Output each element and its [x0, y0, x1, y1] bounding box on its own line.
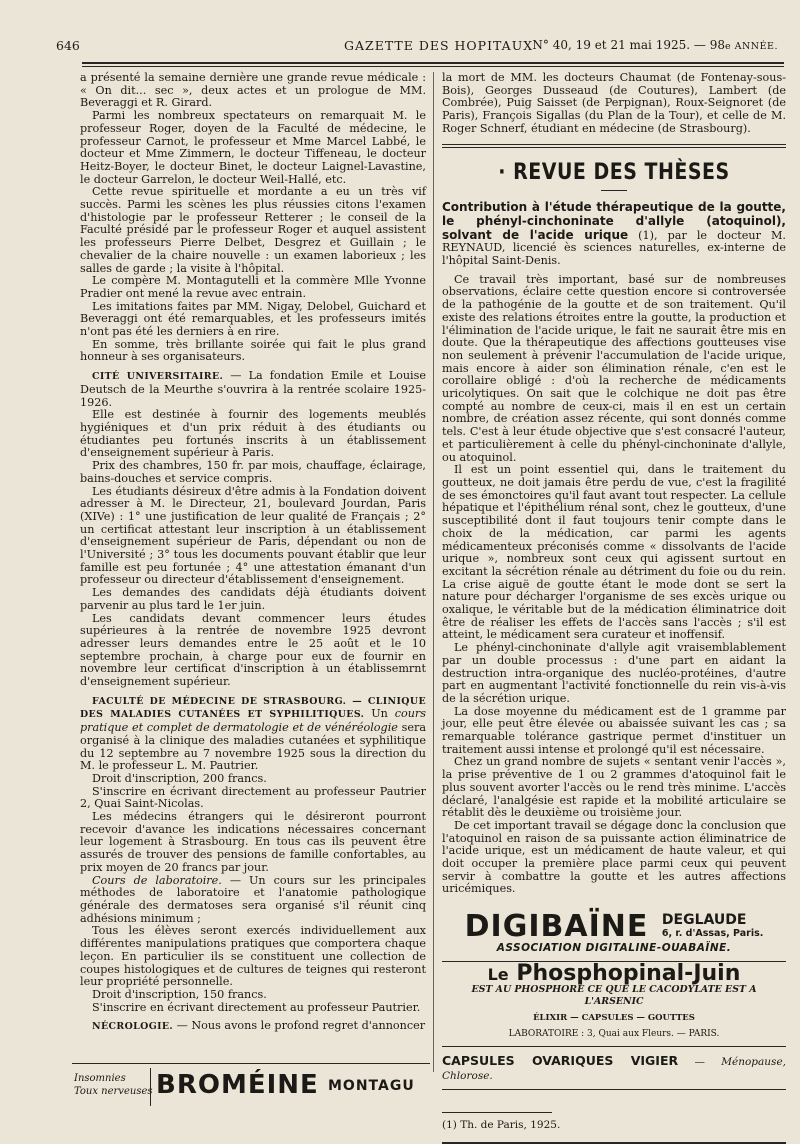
ad-divider — [150, 1068, 151, 1106]
digibaine-maker: DEGLAUDE 6, r. d'Assas, Paris. — [661, 912, 764, 940]
section-heading: FACULTÉ DE MÉDECINE DE STRASBOURG. — CLINIQUE DES MALADIES CUTANÉES ET SYPHILITIQUES. — [80, 695, 426, 721]
cours-paragraph: Cours de laboratoire. — Un cours sur les principales méthodes de laboratoire et l'anatomie pathologique générale des dermatoses sera organisé s'il réunit cinq adhésions minimum ; — [80, 873, 426, 925]
bottom-rule — [442, 1142, 786, 1144]
paragraph: Le phényl-cinchoninate d'allyle agit vraisemblablement par un double processus : d'une part en aidant la destruction intra-organique des nucléo-protéines, d'autre part en augmentant l'activité fonctionnelle du rein vis-à-vis de la sécrétion urique. — [442, 641, 786, 705]
title-rule — [601, 190, 627, 191]
bromeine-ad — [72, 1063, 430, 1106]
faculte-paragraph: FACULTÉ DE MÉDECINE DE STRASBOURG. — CLINIQUE DES MALADIES CUTANÉES ET SYPHILITIQUES. Un cours pratique et complet de dermatologie et de vénéréologie sera organisé à la clinique des maladies cutanées et syphilitique du 12 septembre au 7 novembre 1925 sous la direction du M. le professeur L. M. Pautrier. — [80, 695, 427, 773]
paragraph: Cette revue spirituelle et mordante a eu un très vif succès. Parmi les scènes les plus réussies citons l'examen d'histologie par le professeur Retterer ; le conseil de la Faculté présidé par le professeur Roger et auquel assistent les professeurs Pierre Delbet, Desgrez et Guillain ; le chevalier de la chaire nouvelle : un examen laborieux ; les salles de garde ; la visite à l'hôpital. — [80, 185, 426, 275]
footnote: (1) Th. de Paris, 1925. — [442, 1118, 561, 1131]
phosphopinal-brand: Le Phosphopinal-Juin — [487, 960, 741, 986]
page-header — [56, 36, 778, 56]
paragraph: Les imitations faites par MM. Nigay, Delobel, Guichard et Beveraggi ont été remarquables, et les professeurs imités n'ont pas été les derniers à en rire. — [80, 299, 426, 339]
page-number: 646 — [56, 38, 80, 53]
header-rule — [82, 62, 784, 64]
header-rule-thin — [82, 66, 784, 67]
paragraph: Les demandes des candidats déjà étudiants doivent parvenir au plus tard le 1er juin. — [80, 586, 426, 612]
ad-rule — [442, 1089, 786, 1090]
ad-rule — [442, 1046, 786, 1047]
revue-des-theses-title: · REVUE DES THÈSES — [498, 158, 730, 185]
paragraph: Les candidats devant commencer leurs études supérieures à la rentrée de novembre 1925 devront adresser leurs demandes entre le 25 août et le 10 septembre prochain, à charge pour eux de fournir en novembre leur certificat d'inscription à un établissemrnt d'enseignement supérieur. — [80, 611, 426, 689]
thesis-citation: Contribution à l'étude thérapeutique de la goutte, le phényl-cinchoninate d'allyle (atoquinol), solvant de l'acide urique (1), par le docteur M. REYNAUD, licencié ès sciences naturelles, ex-interne de l'hôpital Saint-Denis. — [442, 200, 786, 268]
footnote-rule — [442, 1112, 552, 1113]
paragraph: la mort de MM. les docteurs Chaumat (de Fontenay-sous-Bois), Georges Dusseaud (de Coutures), Lambert (de Combrée), Puig Saisset (de Perpignan), Roux-Seignoret (de Paris), François Sigallas (du Plan de la Tour), et celle de M. Roger Schnerf, étudiant en médecine (de Strasbourg). — [442, 71, 786, 135]
issue-info: N° 40, 19 et 21 mai 1925. — 98e ANNÉE. — [532, 38, 778, 52]
cite-universitaire-paragraph: CITÉ UNIVERSITAIRE. — La fondation Emile et Louise Deutsch de la Meurthe s'ouvrira à la rentrée scolaire 1925-1926. — [80, 369, 427, 409]
paragraph: a présenté la semaine dernière une grande revue médicale : « On dit... sec », deux actes et un prologue de MM. Beveraggi et R. Girard. — [80, 71, 426, 110]
phosphopinal-forms: ÉLIXIR — CAPSULES — GOUTTES — [533, 1013, 695, 1023]
bromeine-maker: MONTAGU — [328, 1078, 415, 1094]
phosphopinal-lab: LABORATOIRE : 3, Quai aux Fleurs. — PARIS. — [508, 1028, 720, 1039]
paragraph: S'inscrire en écrivant directement au professeur Pautrier 2, Quai Saint-Nicolas. — [80, 784, 426, 811]
paragraph: En somme, très brillante soirée qui fait le plus grand honneur à ses organisateurs. — [80, 337, 426, 364]
paragraph: Ce travail très important, basé sur de nombreuses observations, éclaire cette question encore si controversée de la pathogénie de la goutte et de son traitement. Qu'il existe des relations étroites entre la goutte, la production et l'élimination de l'acide urique, le fait ne saurait être mis en doute. Que la thérapeutique des affections goutteuses vise non seulement à prévenir l'accumulation de l'acide urique, mais encore à aider son élimination rénale, c'en est le corollaire obligé : d'où la recherche de médicaments uricolytiques. On sait que le colchique ne doit pas être compté au nombre de ceux-ci, mais il en est un certain nombre, de création assez récente, qui sont donnés comme tels. C'est à leur étude objective que s'est consacré l'auteur, et particulièrement à celle du phényl-cinchoninate d'allyle, ou atoquinol. — [442, 272, 786, 464]
paragraph: Droit d'inscription, 200 francs. — [92, 771, 267, 785]
paragraph: De cet important travail se dégage donc la conclusion que l'atoquinol en raison de sa puissante action éliminatrice de l'acide urique, est un médicament de haute valeur, et qui doit occuper la première place parmi ceux qui peuvent servir à combattre la goutte et les autres affections uricémiques. — [442, 818, 786, 896]
section-heading: CITÉ UNIVERSITAIRE. — [92, 371, 224, 383]
left-column — [80, 72, 426, 1034]
paragraph: Il est un point essentiel qui, dans le traitement du goutteux, ne doit jamais être perdu de vue, c'est la fragilité de ses émonctoires qu'il faut avant tout respecter. La cellule hépatique et l'épithélium rénal sont, chez le goutteux, d'une susceptibilité dont il faut toujours tenir compte dans le choix de la médication, car parmi les agents médicamenteux préconisés comme « dissolvants de l'acide urique », nombreux sont ceux qui agissent surtout en excitant la sécrétion rénale au détriment du foie ou du rein. La crise aiguë de goutte étant le mode dont se sert la nature pour décharger l'organisme de ses excès urique ou oxalique, le véritable but de la médication éliminatrice doit être de réaliser les effets de l'accès sans l'accès ; s'il est atteint, le médicament sera curateur et inoffensif. — [442, 463, 786, 642]
paragraph: Parmi les nombreux spectateurs on remarquait M. le professeur Roger, doyen de la Faculté de médecine, le professeur Carnot, le professeur et Mme Marcel Labbé, le docteur et Mme Zimmern, le docteur Tiffeneau, le docteur Heitz-Boyer, le docteur Binet, le docteur Laignel-Lavastine, le docteur Garrelon, le docteur Weil-Hallé, etc. — [80, 109, 426, 186]
bromeine-brand: BROMÉINE — [156, 1070, 319, 1100]
paragraph: Elle est destinée à fournir des logements meublés hygiéniques et d'un prix réduit à des étudiants ou étudiantes peu fortunés inscrits à un établissement d'enseignement supérieur à Paris. — [80, 408, 426, 460]
section-rule-thin — [442, 147, 786, 148]
necrologie-paragraph: NÉCROLOGIE. — Nous avons le profond regret d'annoncer — [92, 1019, 426, 1033]
paragraph: Les étudiants désireux d'être admis à la Fondation doivent adresser à M. le Directeur, 21, boulevard Jourdan, Paris (XIVe) : 1° une justification de leur qualité de Français ; 2° un certificat attestant leur inscription à un établissement d'enseignement supérieur de Paris, dépendant ou non de l'Université ; 3° tous les documents pouvant établir que leur famille est peu fortunée ; 4° une attestation émanant d'un professeur ou directeur d'établissement d'enseignement. — [80, 484, 426, 587]
paragraph: La dose moyenne du médicament est de 1 gramme par jour, elle peut être élevée ou abaissée suivant les cas ; sa remarquable tolérance gastrique permet d'instituer un traitement aussi intense et prolongé qu'il est nécessaire. — [442, 704, 786, 756]
digibaine-brand: DIGIBAÏNE — [464, 908, 649, 944]
right-column — [442, 72, 786, 1144]
column-divider — [433, 72, 434, 1072]
paragraph: Droit d'inscription, 150 francs. — [92, 987, 267, 1001]
digibaine-ad — [442, 908, 786, 955]
bromeine-indications: Insomnies Toux nerveuses — [74, 1073, 153, 1097]
phosphopinal-tagline: EST AU PHOSPHORE CE QUE LE CACODYLATE EST A L'ARSENIC — [471, 983, 757, 1008]
journal-title: GAZETTE DES HOPITAUX — [344, 38, 534, 53]
paragraph: Chez un grand nombre de sujets « sentant venir l'accès », la prise préventive de 1 ou 2 grammes d'atoquinol fait le plus souvent avorter l'accès ou le rend très minime. L'accès déclaré, l'analgésie est rapide et la mobilité articulaire se rétablit dès le deuxième ou troisième jour. — [442, 755, 786, 820]
phosphopinal-ad — [442, 960, 786, 1041]
section-rule — [442, 144, 786, 145]
paragraph: S'inscrire en écrivant directement au professeur Pautrier. — [92, 1000, 421, 1014]
paragraph: Les médecins étrangers qui le désireront pourront recevoir d'avance les indications nécessaires concernant leur logement à Strasbourg. En tous cas ils peuvent être assurés de trouver des pensions de famille confortables, au prix moyen de 20 francs par jour. — [80, 810, 426, 874]
paragraph: Prix des chambres, 150 fr. par mois, chauffage, éclairage, bains-douches et service compris. — [80, 459, 426, 485]
capsules-ad: CAPSULES OVARIQUES VIGIER — Ménopause, Chlorose. — [442, 1053, 786, 1083]
paragraph: Tous les élèves seront exercés individuellement aux différentes manipulations pratiques que comportera chaque leçon. En particulier ils se constituent une collection de coupes histologiques et de cultures de teignes qui resteront leur propriété personnelle. — [80, 924, 426, 989]
section-heading: NÉCROLOGIE. — [92, 1021, 174, 1033]
digibaine-association: ASSOCIATION DIGITALINE-OUABAÏNE. — [496, 942, 732, 955]
paragraph: Le compère M. Montagutelli et la commère Mlle Yvonne Pradier ont mené la revue avec entrain. — [80, 274, 426, 300]
